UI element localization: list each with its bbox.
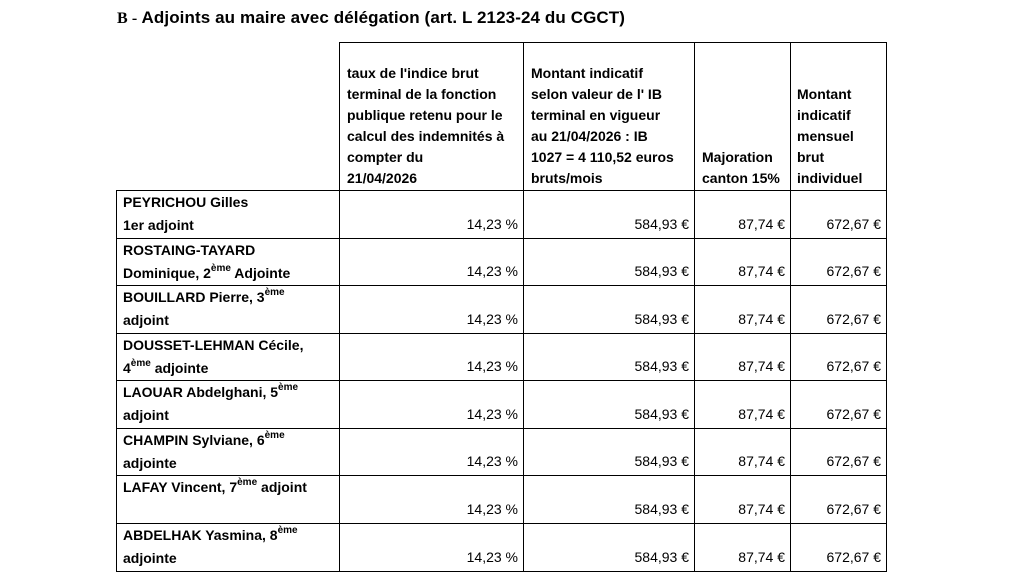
ordinal-suffix: ème xyxy=(237,477,258,489)
rate-cell: 14,23 % xyxy=(340,381,524,429)
adjoint-name-cell xyxy=(117,381,340,429)
column-header-line: canton 15% xyxy=(702,170,780,186)
column-header-line: Montant indicatif xyxy=(531,65,643,81)
column-header-line: 1027 = 4 110,52 euros xyxy=(531,149,674,165)
column-header-line: 21/04/2026 xyxy=(347,170,418,186)
table-row xyxy=(117,239,887,286)
majoration-cell: 87,74 € xyxy=(695,239,791,286)
column-header-line: terminal de la fonction xyxy=(347,86,497,102)
column-header-line: Montant xyxy=(797,86,852,102)
rate-cell: 14,23 % xyxy=(340,239,524,286)
total-cell: 672,67 € xyxy=(791,524,887,572)
rate-cell: 14,23 % xyxy=(340,191,524,239)
amount-cell: 584,93 € xyxy=(524,191,695,239)
total-cell: 672,67 € xyxy=(791,239,887,286)
adjoint-name-text: PEYRICHOU Gilles xyxy=(123,194,249,210)
column-header-line: brut xyxy=(797,149,825,165)
column-header-line: indicatif xyxy=(797,107,851,123)
column-header-line: selon valeur de l' IB xyxy=(531,86,662,102)
total-cell: 672,67 € xyxy=(791,286,887,334)
adjoint-name-text: BOUILLARD Pierre, 3 xyxy=(123,289,265,305)
rate-cell: 14,23 % xyxy=(340,524,524,572)
table-header-row xyxy=(117,43,887,191)
adjoint-name-text: ABDELHAK Yasmina, 8 xyxy=(123,527,278,543)
amount-cell: 584,93 € xyxy=(524,239,695,286)
column-header-montant xyxy=(524,43,695,191)
adjoint-name-text: LAFAY Vincent, 7 xyxy=(123,479,238,495)
section-heading-prefix: B - xyxy=(117,10,138,27)
amount-cell: 584,93 € xyxy=(524,381,695,429)
column-header-line: taux de l'indice brut xyxy=(347,65,479,81)
majoration-cell: 87,74 € xyxy=(695,191,791,239)
amount-cell: 584,93 € xyxy=(524,524,695,572)
table-row xyxy=(117,476,887,524)
column-header-line: au 21/04/2026 : IB xyxy=(531,128,648,144)
indemnity-table xyxy=(116,42,887,572)
column-header-total xyxy=(791,43,887,191)
rate-cell: 14,23 % xyxy=(340,476,524,524)
column-header-line: bruts/mois xyxy=(531,170,603,186)
adjoint-name-text: adjointe xyxy=(150,360,209,376)
total-cell: 672,67 € xyxy=(791,191,887,239)
adjoint-name-cell xyxy=(117,429,340,476)
adjoint-name-cell xyxy=(117,286,340,334)
adjoint-name-text: adjoint xyxy=(257,479,307,495)
total-cell: 672,67 € xyxy=(791,476,887,524)
total-cell: 672,67 € xyxy=(791,381,887,429)
column-header-majoration xyxy=(695,43,791,191)
majoration-cell: 87,74 € xyxy=(695,286,791,334)
majoration-cell: 87,74 € xyxy=(695,429,791,476)
adjoint-name-text: Dominique, 2 xyxy=(123,265,211,281)
adjoint-name-cell xyxy=(117,334,340,381)
total-cell: 672,67 € xyxy=(791,429,887,476)
amount-cell: 584,93 € xyxy=(524,476,695,524)
adjoint-name-text: LAOUAR Abdelghani, 5 xyxy=(123,384,279,400)
ordinal-suffix: ème xyxy=(277,525,298,537)
table-row xyxy=(117,524,887,572)
empty-header-cell xyxy=(117,43,340,191)
adjoint-name-text: CHAMPIN Sylviane, 6 xyxy=(123,432,265,448)
adjoint-name-text: adjointe xyxy=(123,550,177,566)
table-row xyxy=(117,191,887,239)
adjoint-name-text: DOUSSET-LEHMAN Cécile, xyxy=(123,337,304,353)
majoration-cell: 87,74 € xyxy=(695,476,791,524)
ordinal-suffix: ème xyxy=(210,263,231,275)
column-header-line: Majoration xyxy=(702,149,773,165)
total-cell: 672,67 € xyxy=(791,334,887,381)
ordinal-suffix: ème xyxy=(130,358,151,370)
column-header-taux xyxy=(340,43,524,191)
majoration-cell: 87,74 € xyxy=(695,381,791,429)
adjoint-name-text: adjoint xyxy=(123,312,169,328)
table-row xyxy=(117,381,887,429)
adjoint-name-cell xyxy=(117,476,340,524)
adjoint-name-text: Adjointe xyxy=(230,265,291,281)
rate-cell: 14,23 % xyxy=(340,334,524,381)
column-header-line: mensuel xyxy=(797,128,854,144)
adjoint-name-text: ROSTAING-TAYARD xyxy=(123,242,256,258)
adjoint-name-text: adjointe xyxy=(123,455,177,471)
ordinal-suffix: ème xyxy=(278,382,299,394)
majoration-cell: 87,74 € xyxy=(695,334,791,381)
adjoint-name-text: 4 xyxy=(123,360,131,376)
rate-cell: 14,23 % xyxy=(340,429,524,476)
adjoint-name-cell xyxy=(117,524,340,572)
adjoint-name-text: 1er adjoint xyxy=(123,217,194,233)
column-header-line: individuel xyxy=(797,170,863,186)
column-header-line: calcul des indemnités à xyxy=(347,128,505,144)
table-row xyxy=(117,429,887,476)
majoration-cell: 87,74 € xyxy=(695,524,791,572)
adjoint-name-cell xyxy=(117,239,340,286)
table-row xyxy=(117,334,887,381)
table-row xyxy=(117,286,887,334)
section-heading xyxy=(117,8,625,28)
column-header-line: compter du xyxy=(347,149,424,165)
ordinal-suffix: ème xyxy=(264,430,285,442)
section-heading-title: Adjoints au maire avec délégation (art. L 2123-24 du CGCT) xyxy=(141,8,626,27)
amount-cell: 584,93 € xyxy=(524,429,695,476)
amount-cell: 584,93 € xyxy=(524,286,695,334)
amount-cell: 584,93 € xyxy=(524,334,695,381)
adjoint-name-text: adjoint xyxy=(123,407,169,423)
column-header-line: terminal en vigueur xyxy=(531,107,661,123)
ordinal-suffix: ème xyxy=(264,287,285,299)
rate-cell: 14,23 % xyxy=(340,286,524,334)
column-header-line: publique retenu pour le xyxy=(347,107,503,123)
adjoint-name-cell xyxy=(117,191,340,239)
